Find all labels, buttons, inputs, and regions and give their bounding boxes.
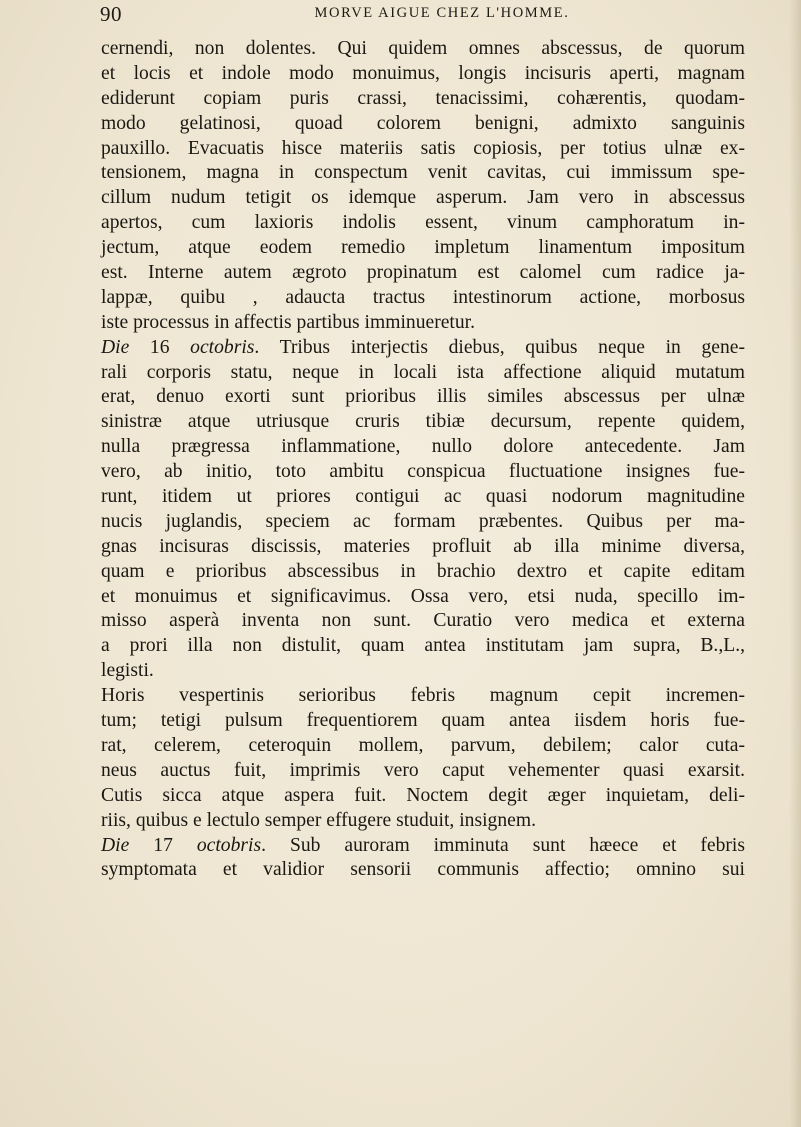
italic-text: octobris (190, 336, 255, 358)
text-line (101, 535, 745, 560)
page-edge-shadow (789, 0, 801, 1127)
text-run: ediderunt copiam puris crassi, tenacissimi, cohærentis, quodam- (101, 87, 745, 109)
text-line (101, 784, 745, 809)
text-run: cillum nudum tetigit os idemque asperum. Jam vero in abscessus (101, 187, 745, 209)
text-run: quam e prioribus abscessibus in brachio dextro et capite editam (101, 560, 745, 582)
running-head: MORVE AIGUE CHEZ L'HOMME. (314, 5, 570, 21)
text-run: a prori illa non distulit, quam antea institutam jam supra, B.,L., (101, 635, 745, 657)
text-line (101, 684, 745, 709)
text-line (101, 112, 745, 137)
text-line (101, 211, 745, 236)
italic-text: Die (101, 834, 130, 856)
text-run: neus auctus fuit, imprimis vero caput vehementer quasi exarsit. (101, 759, 745, 781)
text-line (101, 410, 745, 435)
text-line (101, 485, 745, 510)
text-line (101, 858, 745, 883)
text-line (101, 634, 745, 659)
text-line (101, 286, 745, 311)
text-line (101, 186, 745, 211)
text-run: pauxillo. Evacuatis hisce materiis satis copiosis, per totius ulnæ ex- (101, 137, 745, 159)
text-run: sinistræ atque utriusque cruris tibiæ decursum, repente quidem, (101, 411, 745, 433)
text-run: legisti. (101, 660, 154, 682)
italic-text: octobris (196, 834, 262, 856)
text-line (101, 609, 745, 634)
text-run: 16 (129, 336, 191, 358)
text-run: tensionem, magna in conspectum venit cavitas, cui immissum spe- (101, 162, 745, 184)
text-run: rat, celerem, ceteroquin mollem, parvum, debilem; calor cuta- (101, 734, 745, 756)
text-line (101, 361, 745, 386)
text-line (101, 37, 745, 62)
text-run: gnas incisuras discissis, materies profluit ab illa minime diversa, (101, 535, 745, 557)
text-run: nulla prægressa inflammatione, nullo dolore antecedente. Jam (101, 436, 745, 458)
text-run: vero, ab initio, toto ambitu conspicua fluctuatione insignes fue- (101, 461, 745, 483)
text-line (101, 834, 745, 859)
text-line (101, 510, 745, 535)
text-run: est. Interne autem ægroto propinatum est calomel cum radice ja- (101, 262, 745, 284)
text-line (101, 809, 745, 834)
text-line (101, 62, 745, 87)
text-line (101, 585, 745, 610)
text-run: apertos, cum laxioris indolis essent, vinum camphoratum in- (101, 212, 745, 234)
text-run: et monuimus et significavimus. Ossa vero, etsi nuda, specillo im- (101, 585, 745, 607)
text-run: modo gelatinosi, quoad colorem benigni, admixto sanguinis (101, 112, 745, 134)
text-line (101, 137, 745, 162)
text-run: cernendi, non dolentes. Qui quidem omnes abscessus, de quorum (101, 38, 745, 59)
text-run: 17 (129, 834, 197, 856)
text-run: Horis vespertinis serioribus febris magnum cepit incremen- (101, 685, 745, 707)
text-run: iste processus in affectis partibus imminueretur. (101, 311, 476, 333)
text-run: rali corporis statu, neque in locali ista affectione aliquid mutatum (101, 361, 745, 383)
page-number: 90 (100, 2, 122, 26)
text-line (101, 734, 745, 759)
text-line (101, 336, 745, 361)
text-run: erat, denuo exorti sunt prioribus illis similes abscessus per ulnæ (101, 386, 745, 408)
text-line (101, 659, 745, 684)
page-header (100, 2, 740, 32)
text-line (101, 435, 745, 460)
text-run: . Tribus interjectis diebus, quibus neque in gene- (254, 336, 745, 358)
text-run: tum; tetigi pulsum frequentiorem quam antea iisdem horis fue- (101, 710, 745, 732)
text-line (101, 161, 745, 186)
body-text (101, 37, 745, 883)
text-run: jectum, atque eodem remedio impletum linamentum impositum (101, 237, 745, 259)
text-line (101, 709, 745, 734)
text-run: Cutis sicca atque aspera fuit. Noctem degit æger inquietam, deli- (101, 784, 745, 806)
text-line (101, 261, 745, 286)
text-run: symptomata et validior sensorii communis affectio; omnino sui (101, 859, 745, 881)
italic-text: Die (101, 336, 130, 358)
text-run: et locis et indole modo monuimus, longis incisuris aperti, magnam (101, 62, 745, 84)
text-line (101, 311, 745, 336)
text-run: nucis juglandis, speciem ac formam præbentes. Quibus per ma- (101, 510, 745, 532)
text-run: . Sub auroram imminuta sunt hæece et febris (261, 834, 746, 856)
text-line (101, 560, 745, 585)
text-run: lappæ, quibu , adaucta tractus intestinorum actione, morbosus (101, 286, 745, 308)
text-run: riis, quibus e lectulo semper effugere studuit, insignem. (101, 809, 536, 831)
text-line (101, 460, 745, 485)
text-run: misso asperà inventa non sunt. Curatio vero medica et externa (101, 610, 745, 632)
text-line (101, 759, 745, 784)
text-line (101, 236, 745, 261)
text-line (101, 385, 745, 410)
text-run: runt, itidem ut priores contigui ac quasi nodorum magnitudine (101, 486, 745, 508)
text-line (101, 87, 745, 112)
